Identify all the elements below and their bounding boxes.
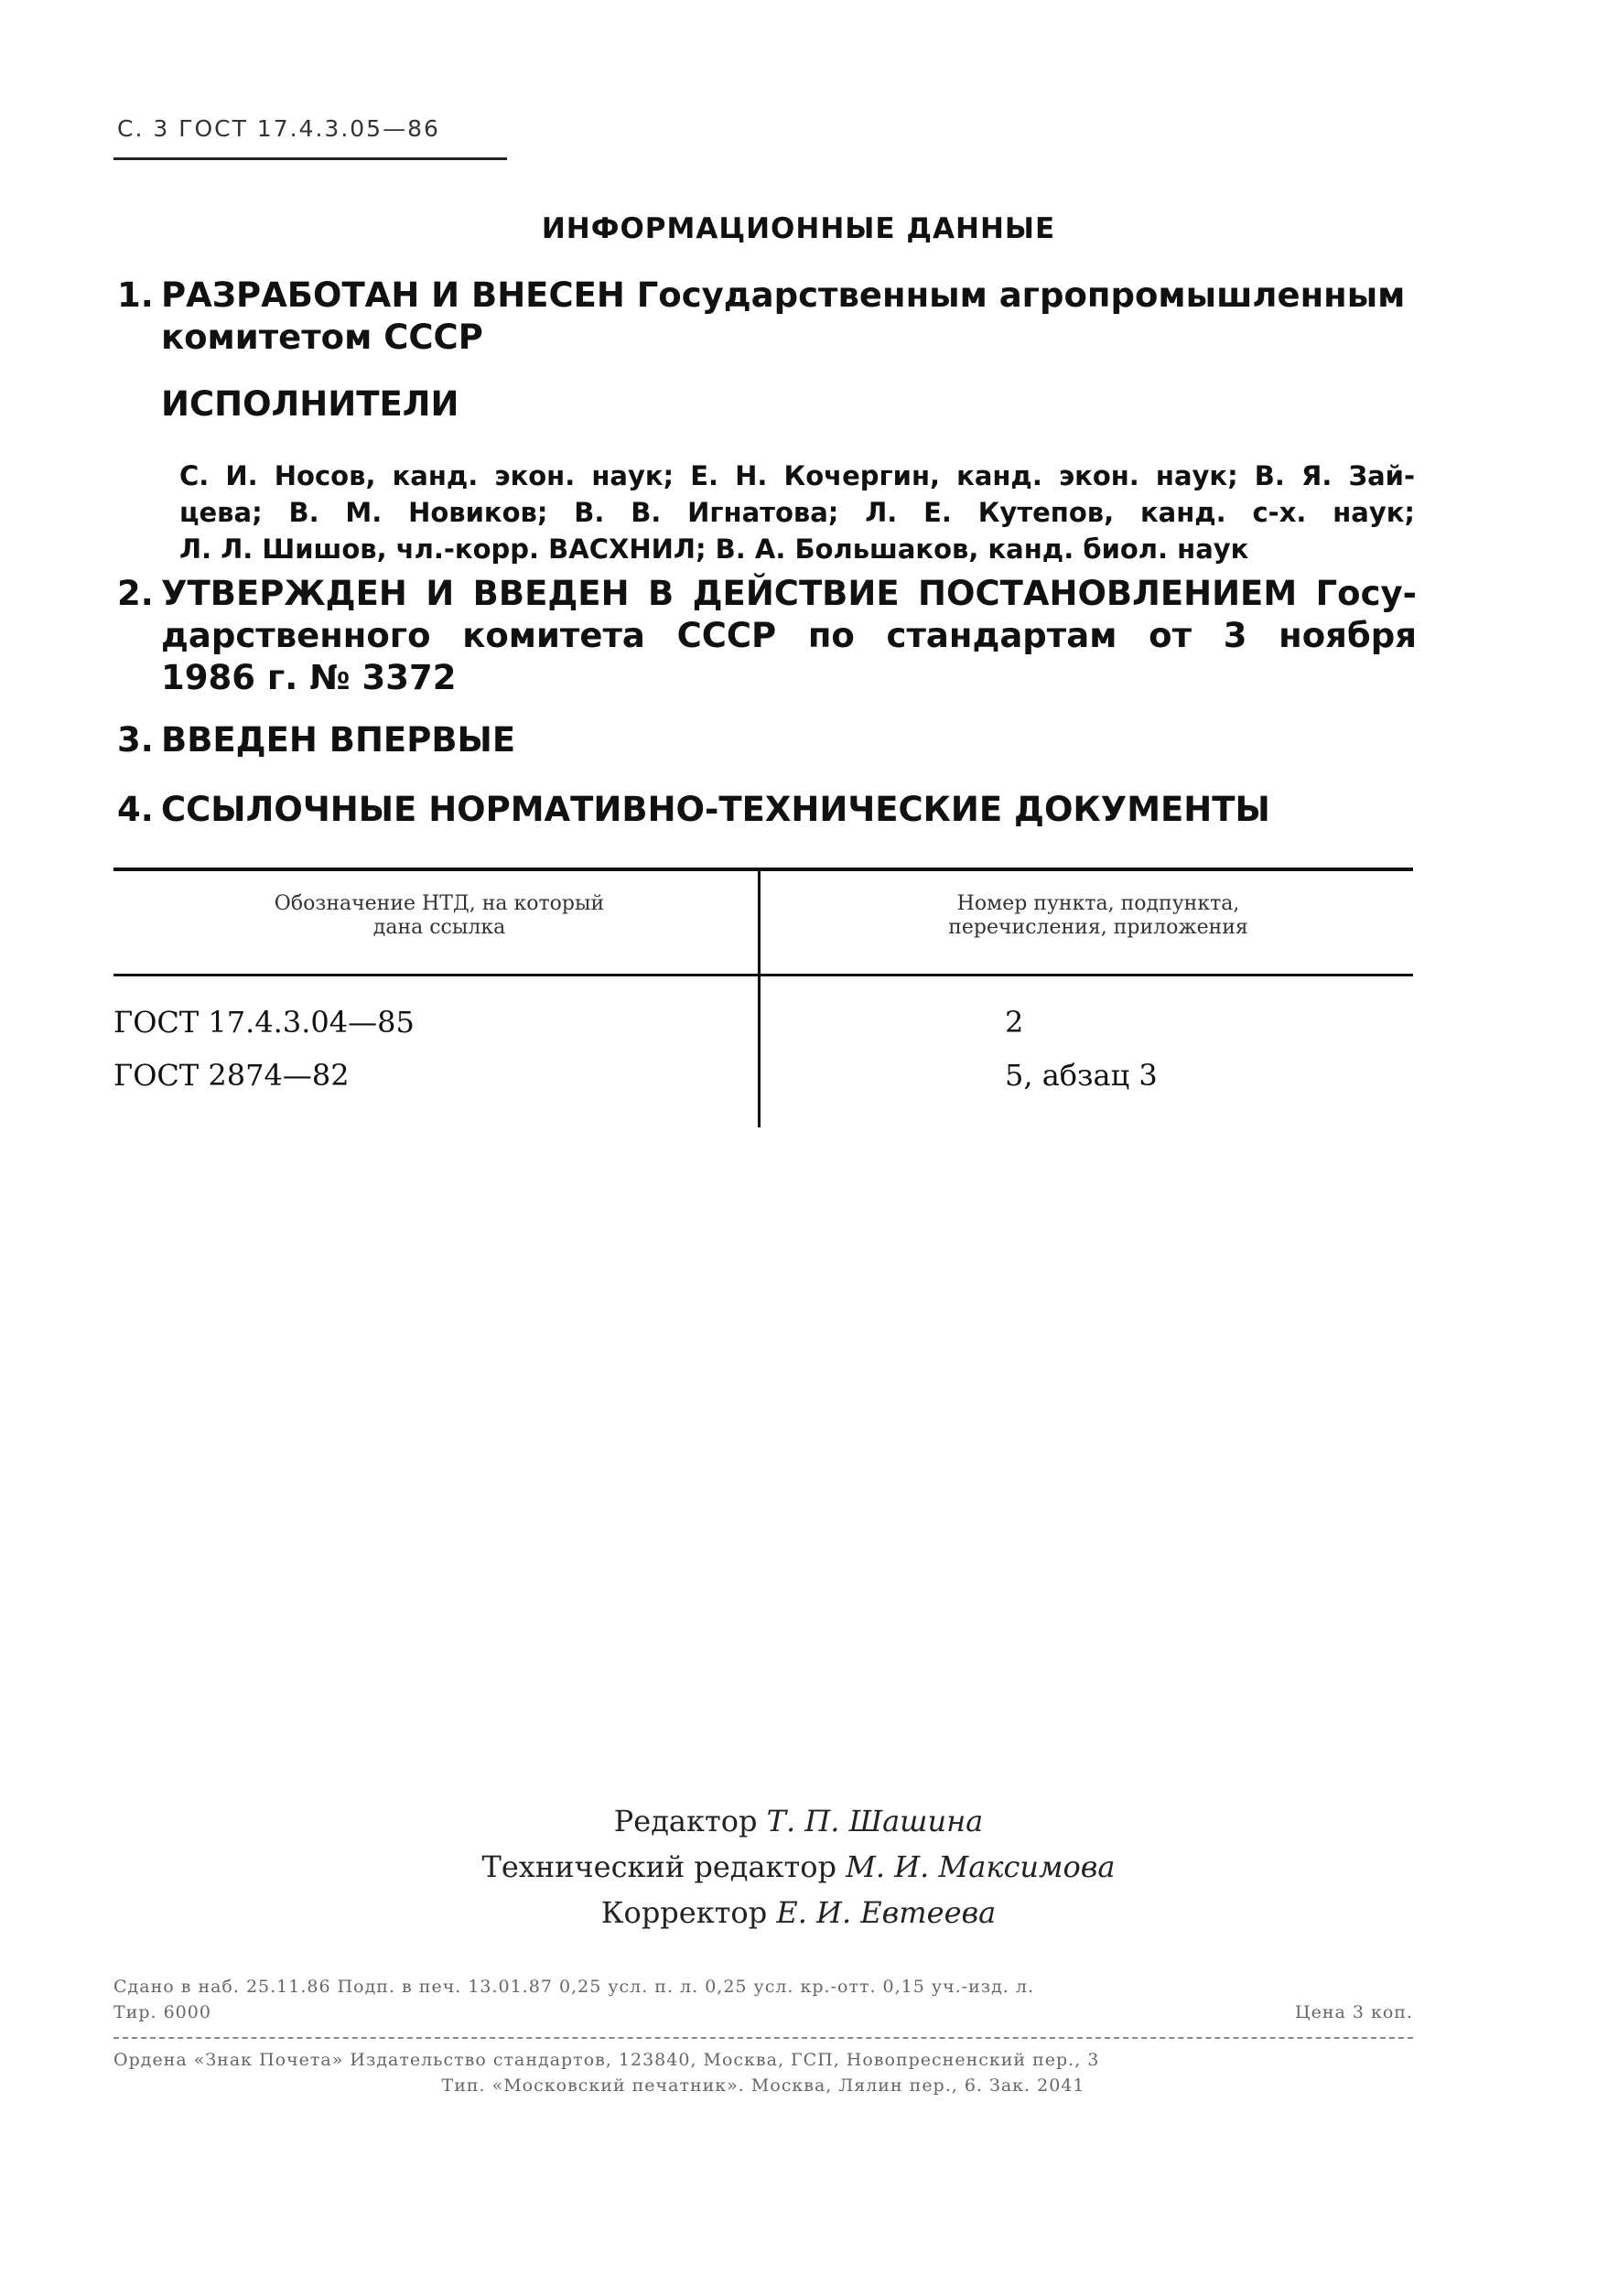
performers-list xyxy=(179,458,1415,567)
item-2-line-1: УТВЕРЖДЕН И ВВЕДЕН В ДЕЙСТВИЕ ПОСТАНОВЛЕНИЕМ Госу- xyxy=(161,574,1417,613)
performers-line-1: С. И. Носов, канд. экон. наук; Е. Н. Кочергин, канд. экон. наук; В. Я. Зай- xyxy=(179,460,1415,491)
performers-line-2: цева; В. М. Новиков; В. В. Игнатова; Л. Е. Кутепов, канд. с-х. наук; xyxy=(179,497,1415,528)
item-2-line-3: 1986 г. № 3372 xyxy=(161,658,457,697)
item-3-number: 3. xyxy=(117,720,154,760)
table-row-2-document: ГОСТ 2874—82 xyxy=(113,1058,350,1093)
item-2-number: 2. xyxy=(117,574,154,613)
table-header-clause xyxy=(824,892,1373,940)
item-3 xyxy=(117,719,1417,761)
table-top-rule xyxy=(113,868,1413,871)
table-row-2-clause: 5, абзац 3 xyxy=(1005,1058,1158,1093)
table-column-divider xyxy=(758,871,761,1127)
item-2 xyxy=(117,573,1417,699)
item-4-number: 4. xyxy=(117,790,154,829)
editor-label: Редактор xyxy=(613,1804,758,1838)
item-1-line-1: РАЗРАБОТАН И ВНЕСЕН Государственным агропромышленным xyxy=(161,275,1406,315)
proofreader-label: Корректор xyxy=(600,1895,768,1930)
credits-proofreader xyxy=(0,1890,1597,1935)
table-row-1-clause: 2 xyxy=(1005,1005,1024,1040)
item-2-line-2: дарственного комитета СССР по стандартам от 3 ноября xyxy=(161,616,1417,655)
credits-tech-editor xyxy=(0,1844,1597,1890)
editor-name: Т. П. Шашина xyxy=(766,1804,984,1838)
proofreader-name: Е. И. Евтеева xyxy=(776,1895,997,1930)
item-1-line-2: комитетом СССР xyxy=(161,318,483,357)
table-header-document-line-2: дана ссылка xyxy=(372,916,506,939)
table-header-document xyxy=(183,892,696,940)
page-header: С. 3 ГОСТ 17.4.3.05—86 xyxy=(117,115,440,142)
table-header-clause-line-1: Номер пункта, подпункта, xyxy=(956,892,1240,915)
table-header-rule xyxy=(113,974,1413,976)
item-4 xyxy=(117,789,1417,831)
imprint-price: Цена 3 коп. xyxy=(1295,2002,1413,2022)
section-title: ИНФОРМАЦИОННЫЕ ДАННЫЕ xyxy=(541,212,1056,245)
table-header-document-line-1: Обозначение НТД, на который xyxy=(274,892,605,915)
item-1 xyxy=(117,275,1417,359)
performers-title: ИСПОЛНИТЕЛИ xyxy=(161,384,459,424)
imprint-line-1: Сдано в наб. 25.11.86 Подп. в печ. 13.01.87 0,25 усл. п. л. 0,25 усл. кр.-отт. 0,15 уч.-изд. л. xyxy=(113,1977,1034,1997)
header-rule xyxy=(113,157,507,160)
imprint-print-run: Тир. 6000 xyxy=(113,2002,211,2022)
credits-editor xyxy=(0,1798,1597,1844)
table-row-1-document: ГОСТ 17.4.3.04—85 xyxy=(113,1005,415,1040)
tech-editor-name: М. И. Максимова xyxy=(846,1849,1116,1884)
imprint-line-3: Ордена «Знак Почета» Издательство стандартов, 123840, Москва, ГСП, Новопресненский пер., 3 xyxy=(113,2050,1100,2070)
performers-line-3: Л. Л. Шишов, чл.-корр. ВАСХНИЛ; В. А. Большаков, канд. биол. наук xyxy=(179,534,1249,565)
tech-editor-label: Технический редактор xyxy=(481,1849,836,1884)
imprint-line-4: Тип. «Московский печатник». Москва, Лялин пер., 6. Зак. 2041 xyxy=(441,2075,1085,2096)
table-header-clause-line-2: перечисления, приложения xyxy=(948,916,1248,939)
imprint-line-2 xyxy=(113,2002,1413,2022)
item-3-text: ВВЕДЕН ВПЕРВЫЕ xyxy=(161,720,516,760)
imprint-rule xyxy=(113,2037,1413,2039)
item-4-text: ССЫЛОЧНЫЕ НОРМАТИВНО-ТЕХНИЧЕСКИЕ ДОКУМЕНТЫ xyxy=(161,790,1270,829)
item-1-number: 1. xyxy=(117,275,154,315)
